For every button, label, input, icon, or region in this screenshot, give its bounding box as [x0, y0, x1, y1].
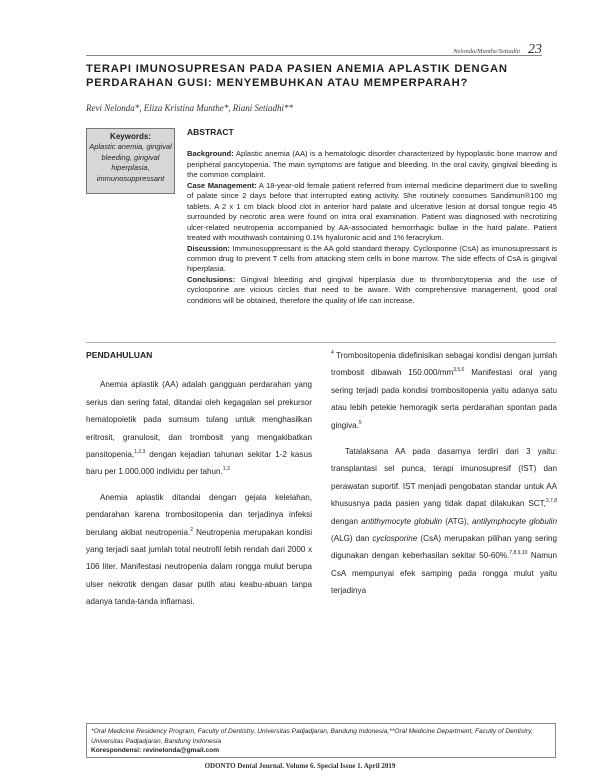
p2-text-b: Neutropenia merupakan kondisi yang terjadi saat jumlah total neutrofil lebih rendah dari 2000 x 106 liter. Manifestasi neutropenia dalam rongga mulut berupa ulser nekrotik dengan dasar putih atau keabu-abuan tanpa adanya tanda-tanda inflamasi. — [86, 527, 312, 607]
p1-text-a: Anemia aplastik (AA) adalah gangguan perdarahan yang serius dan sering fatal, ditandai oleh kegagalan sel prekursor hematopoietik pada sumsum tulang untuk menghasilkan eritrosit, granulosit, dan trombosit yang mengakibatkan pansitopenia, — [86, 380, 312, 460]
p3-text-a: Tatalaksana AA pada dasarnya terdiri dari 3 yaitu: transplantasi sel punca, terapi imunosupresif (IST) dan perawatan suportif. IST menjadi pengobatan standar untuk AA khususnya pada pasien yang tidak dapat dilakukan SCT, — [331, 447, 557, 509]
citation-sup: 7,8,9,10 — [509, 550, 528, 557]
body-column-left — [86, 347, 312, 611]
background-text: Aplastic anemia (AA) is a hematologic disorder characterized by hypoplastic bone marrow and peripheral pancytopenia. The main symptoms are fatigue and bleeding. In the oral cavity, gingival bleeding is the common complaint. — [187, 149, 557, 180]
citation-sup: 3,7,8 — [545, 498, 557, 505]
p2-text-d: Manifestasi oral yang sering terjadi pada kondisi trombositopenia yaitu adanya satu atau lebih petekie hemoragik serta perdarahan spontan pada gingiva. — [331, 368, 558, 430]
case-text: A 18-year-old female patient referred from internal medicine department due to swelling of palate since 2 days before that interrupted eating activity. She routinely consumes Sandimun®100 mg tablets. A 2 x 1 cm black blood clot in anterior hard palate and ulcerative lesion at dorsal tongue regio 45 surrounded by necrotic area were found on intra oral examination. Patient was diagnosed with necrotizing ulcer-related neutropenia accompanied by AA-associated hemorrhagic bullae in the hard palate. Patient treated with mouthwash containing 0.1% hyaluronic acid and 1% feracrylum. — [187, 180, 557, 243]
background-label: Background: — [187, 149, 234, 159]
abstract-discussion — [187, 244, 557, 275]
keywords-box — [86, 128, 175, 194]
discussion-text: Immunosuppressant is the AA gold standard therapy. Cyclosporine (CsA) as imunosupressant is common drug to prevent T cells from attacking stem cells in bone marrow. The side effects of CsA is gingival hiperplasia. — [187, 243, 557, 274]
abstract-case-management — [187, 181, 557, 244]
citation-sup: 1,3 — [222, 466, 230, 473]
p3-text-f: Namun CsA mempunyai efek samping pada rongga mulut yaitu terjadinya — [331, 551, 557, 596]
citation-sup: 3,5,6 — [453, 367, 465, 374]
abstract — [187, 127, 557, 306]
journal-footer: ODONTO Dental Journal. Volume 6. Special Issue 1. April 2019 — [204, 762, 396, 770]
p3-text-d: (ALG) dan — [331, 534, 373, 544]
p3-text-b: dengan — [331, 516, 362, 526]
citation-sup: 5 — [358, 419, 362, 426]
intro-paragraph-2-continued — [331, 347, 557, 434]
p1-text-b: dengan kejadian tahunan sekitar 1-2 kasus baru per 1.000.000 individu per tahun. — [86, 450, 312, 477]
conclusions-label: Conclusions: — [187, 274, 236, 284]
article-title: TERAPI IMUNOSUPRESAN PADA PASIEN ANEMIA APLASTIK DENGAN PERDARAHAN GUSI: MENYEMBUHKAN ATAU MEMPERPARAH? — [86, 63, 508, 89]
case-label: Case Management: — [187, 180, 257, 190]
discussion-label: Discussion: — [187, 243, 231, 253]
p3-text-c: (ATG), — [442, 516, 472, 526]
p2-text-a: Anemia aplastik ditandai dengan gejala kelelahan, pendarahan karena trombositopenia dan terjadinya infeksi berulang akibat neutropenia. — [86, 492, 312, 537]
citation-sup: 1,2,3 — [134, 449, 146, 456]
page-number: 23 — [528, 42, 542, 57]
intro-paragraph-3 — [331, 443, 557, 600]
header-divider — [86, 55, 542, 56]
affiliation-footnote — [86, 723, 556, 758]
intro-paragraph-1 — [86, 376, 312, 480]
affiliation-text: *Oral Medicine Residency Program, Faculty of Dentistry, Universitas Padjadjaran, Bandung Indonesia,**Oral Medicine Department, Faculty of Dentistry, Universitas Padjadjaran, Bandung Indonesia — [91, 728, 533, 745]
p3-text-e: (CsA) merupakan pilihan yang sering digunakan dengan keberhasilan sekitar 50-60%. — [331, 534, 557, 561]
citation-sup: 2 — [190, 526, 194, 533]
intro-paragraph-2 — [86, 489, 312, 611]
abstract-heading: ABSTRACT — [187, 127, 234, 137]
abstract-conclusions — [187, 275, 557, 306]
conclusions-text: Gingival bleeding and gingival hiperplasia due to thrombocytopenia and the use of cyclosporine are vicious circles that need to be aware. With comprehensive management, good oral conditions will be obtained, therefore the quality of life can increase. — [187, 274, 557, 305]
citation-sup: 4 — [331, 350, 334, 356]
keywords-heading: Keywords: — [110, 132, 151, 141]
correspondence-email: Korespondensi: revinelonda@gmail.com — [91, 747, 220, 754]
drug-name-csa: cyclosporine — [372, 534, 418, 544]
abstract-background — [187, 149, 557, 180]
abstract-divider — [86, 342, 556, 343]
running-head-authors: Nelonda/Munthe/Setiadhi — [453, 48, 520, 55]
drug-name-atg: antithymocyte globulin — [361, 516, 443, 526]
author-list: Revi Nelonda*, Eliza Kristina Munthe*, Riani Setiadhi** — [86, 103, 293, 113]
keywords-text: Aplastic anemia, gingival bleeding, gingival hiperplasia, immunosuppressant — [89, 142, 172, 183]
drug-name-alg: antilymphocyte globulin — [471, 516, 557, 526]
section-heading: PENDAHULUAN — [86, 350, 153, 360]
body-column-right — [331, 347, 557, 600]
p2-text-c: Trombositopenia didefinisikan sebagai kondisi dengan jumlah trombosit dibawah 150.000/mm — [331, 351, 557, 378]
